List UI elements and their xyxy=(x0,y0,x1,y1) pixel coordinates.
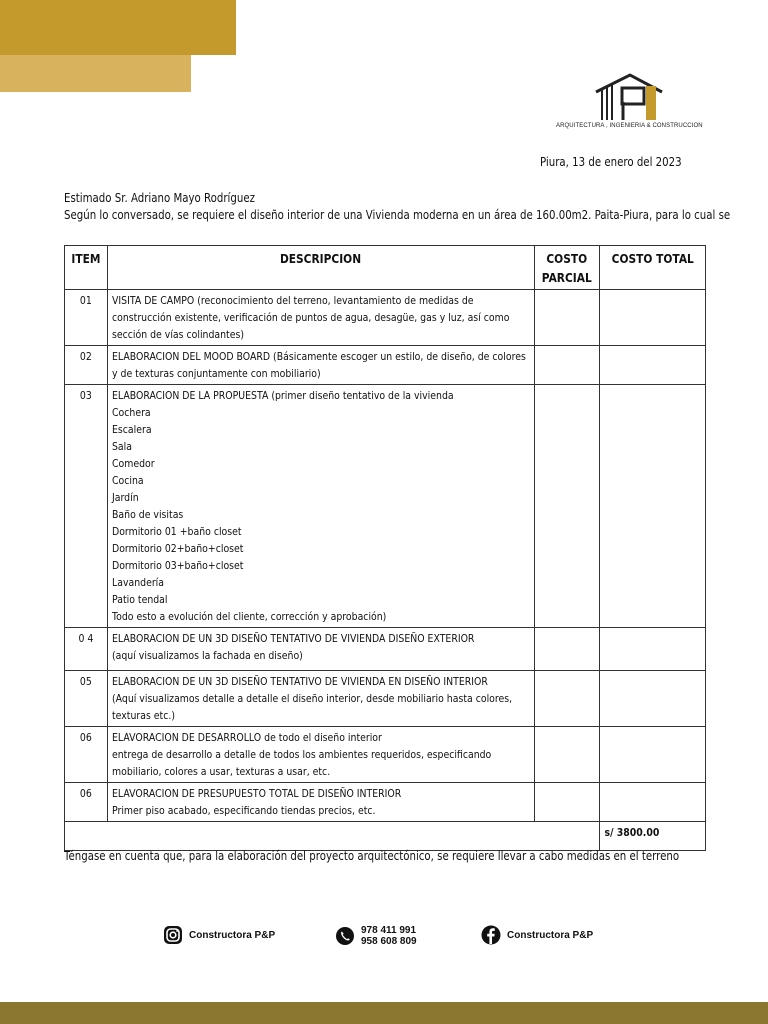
phone-number: 978 411 991 xyxy=(361,925,417,936)
phone-number: 958 608 809 xyxy=(361,936,417,947)
table-row xyxy=(65,727,706,783)
row-costo-parcial xyxy=(535,628,600,671)
row-description: ELAVORACION DE PRESUPUESTO TOTAL DE DISEÑO INTERIOR Primer piso acabado, especificando tiendas precios, etc. xyxy=(108,783,535,822)
table-row xyxy=(65,385,706,628)
list-item: Dormitorio 03+baño+closet xyxy=(112,559,244,572)
company-logo xyxy=(556,72,710,132)
row-costo-total xyxy=(600,628,706,671)
instagram-handle: Constructora P&P xyxy=(189,929,276,941)
header-light-gold-bar xyxy=(0,55,191,92)
instagram-icon xyxy=(163,925,183,945)
row-costo-parcial xyxy=(535,385,600,628)
facebook-handle: Constructora P&P xyxy=(507,929,594,941)
row-item-number: 0 4 xyxy=(65,628,108,671)
table-row xyxy=(65,671,706,727)
footer-note: Téngase en cuenta que, para la elaboración del proyecto arquitectónico, se requiere llevar a cabo medidas en el terreno xyxy=(64,849,680,863)
list-item: Cocina xyxy=(112,474,144,487)
row-item-number: 03 xyxy=(65,385,108,628)
total-amount: s/ 3800.00 xyxy=(600,822,706,851)
row-item-number: 02 xyxy=(65,346,108,385)
header-descripcion: DESCRIPCION xyxy=(108,246,535,290)
row-costo-total xyxy=(600,385,706,628)
row-costo-total xyxy=(600,290,706,346)
facebook-icon xyxy=(481,925,501,945)
table-header-row xyxy=(65,246,706,290)
table-row xyxy=(65,628,706,671)
row-costo-total xyxy=(600,671,706,727)
row-item-number: 05 xyxy=(65,671,108,727)
row-costo-total xyxy=(600,727,706,783)
list-item: Cochera xyxy=(112,406,151,419)
logo-tagline: ARQUITECTURA , INGENIERIA & CONSTRUCCION xyxy=(556,123,703,129)
row-description: ELAVORACION DE DESARROLLO de todo el diseño interior entrega de desarrollo a detalle de todos los ambientes requeridos, especificando mobiliario, colores a usar, texturas a usar, etc. xyxy=(108,727,535,783)
row-costo-parcial xyxy=(535,727,600,783)
total-spacer xyxy=(65,822,600,851)
phone-numbers xyxy=(361,925,417,947)
letter-date: Piura, 13 de enero del 2023 xyxy=(540,155,682,169)
instagram-contact[interactable] xyxy=(163,925,275,945)
row-description: ELABORACION DE LA PROPUESTA (primer diseño tentativo de la vivienda Cochera Escalera Sala Comedor Cocina Jardín Baño de visitas Dormitorio 01 +baño closet Dormitorio 02+baño+closet Dormitorio 03+baño+closet Lavandería Patio tendal Todo esto a evolución del cliente, corrección y aprobación) xyxy=(108,385,535,628)
header-costo-total: COSTO TOTAL xyxy=(600,246,706,290)
facebook-contact[interactable] xyxy=(481,925,593,945)
table-row xyxy=(65,783,706,822)
row-description: ELABORACION DEL MOOD BOARD (Básicamente escoger un estilo, de diseño, de colores y de texturas conjuntamente con mobiliario) xyxy=(108,346,535,385)
header-gold-bar xyxy=(0,0,236,55)
row-item-number: 06 xyxy=(65,783,108,822)
row-description: ELABORACION DE UN 3D DISEÑO TENTATIVO DE VIVIENDA EN DISEÑO INTERIOR (Aquí visualizamos detalle a detalle el diseño interior, desde mobiliario hasta colores, texturas etc.) xyxy=(108,671,535,727)
list-item: Jardín xyxy=(112,491,139,504)
list-item: Todo esto a evolución del cliente, corrección y aprobación) xyxy=(112,610,387,623)
row-costo-total xyxy=(600,346,706,385)
row-costo-total xyxy=(600,783,706,822)
row-costo-parcial xyxy=(535,290,600,346)
list-item: Patio tendal xyxy=(112,593,168,606)
table-total-row xyxy=(65,822,706,851)
row-description: VISITA DE CAMPO (reconocimiento del terreno, levantamiento de medidas de construcción existente, verificación de puntos de agua, desagüe, gas y luz, así como sección de vías colindantes) xyxy=(108,290,535,346)
letter-greeting: Estimado Sr. Adriano Mayo Rodríguez xyxy=(64,191,255,205)
list-item: Dormitorio 01 +baño closet xyxy=(112,525,242,538)
letter-intro: Según lo conversado, se requiere el diseño interior de una Vivienda moderna en un área de 160.00m2. Paita-Piura, para lo cual se xyxy=(64,208,731,222)
row-costo-parcial xyxy=(535,346,600,385)
header-costo-parcial: COSTO PARCIAL xyxy=(535,246,600,290)
list-item: Lavandería xyxy=(112,576,164,589)
list-item: Baño de visitas xyxy=(112,508,184,521)
whatsapp-icon xyxy=(335,926,355,946)
footer-bar xyxy=(0,1002,768,1024)
row-item-number: 06 xyxy=(65,727,108,783)
row-item-number: 01 xyxy=(65,290,108,346)
table-row xyxy=(65,346,706,385)
list-item: Dormitorio 02+baño+closet xyxy=(112,542,244,555)
whatsapp-contact[interactable] xyxy=(335,925,417,947)
row-costo-parcial xyxy=(535,783,600,822)
row-description: ELABORACION DE UN 3D DISEÑO TENTATIVO DE VIVIENDA DISEÑO EXTERIOR (aquí visualizamos la fachada en diseño) xyxy=(108,628,535,671)
house-logo-icon xyxy=(594,72,664,122)
list-item: Escalera xyxy=(112,423,152,436)
list-item: Sala xyxy=(112,440,133,453)
header-item: ITEM xyxy=(65,246,108,290)
quote-table xyxy=(64,245,706,851)
row-costo-parcial xyxy=(535,671,600,727)
list-item: Comedor xyxy=(112,457,155,470)
table-row xyxy=(65,290,706,346)
